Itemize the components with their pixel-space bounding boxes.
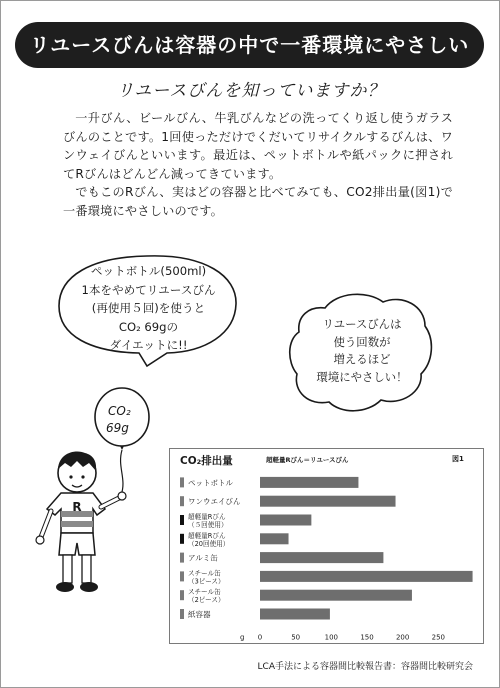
category-marker [180,496,184,506]
bubble-right-text [303,316,421,386]
thought-bubble-right [285,288,435,418]
speech-bubble-left [55,252,239,368]
category-marker [180,477,184,487]
category-label: スチール缶 [188,569,221,578]
bubble-right-line: 環境にやさしい！ [316,369,408,384]
category-label: 超軽量Rびん [188,531,226,540]
shirt-letter: R [72,500,82,514]
bar [260,552,383,563]
category-label: アルミ缶 [188,553,218,563]
bubble-left-line: CO₂ 69gの [118,319,179,334]
chart-legend-note: 超軽量Rびん＝リユースびん [266,456,349,464]
category-label: 超軽量Rびん [188,513,226,521]
boy-with-balloon-illustration [27,387,167,619]
category-marker [180,553,184,563]
x-tick-label: 0 [257,633,263,642]
x-tick-label: 250 [431,633,446,642]
x-tick-label: 50 [291,633,301,642]
category-label: （2ピース） [188,596,225,605]
chart-title: CO₂排出量 [180,455,233,467]
bubble-left-text [71,262,226,355]
chart-plot [170,449,483,643]
bubble-right-line: リユースびんは [322,317,402,331]
balloon-value: 69g [106,421,129,435]
category-label: （20回使用） [188,539,230,548]
bar [260,477,358,488]
bubble-right-line: 増えるほど [333,352,391,367]
x-tick-label: 200 [395,633,410,642]
banner-title: リユースびんは容器の中で一番環境にやさしい [29,33,470,57]
title-banner [15,22,484,68]
bubble-left-line: ダイエットに!! [109,338,188,353]
balloon-label: CO₂ [108,404,131,418]
category-marker [180,571,184,581]
bubble-left-line: (再使用５回)を使うと [91,301,206,316]
category-label: スチール缶 [188,588,221,597]
bar [260,571,473,582]
x-axis-unit: g [240,633,245,642]
category-marker [180,515,184,525]
category-label: 紙容器 [188,610,211,619]
category-label: ワンウエイびん [188,497,241,507]
bar [260,515,311,526]
category-marker [180,534,184,544]
intro-paragraph-2: でもこのRびん、実はどの容器と比べてみても、CO2排出量(図1)で一番環境にやさしいのです。 [63,185,453,218]
bar [260,590,412,601]
bubble-left-line: 1本をやめてリユースびん [81,282,216,297]
x-tick-label: 150 [360,633,374,642]
bar [260,609,330,620]
intro-text [63,109,453,221]
chart-figure-label: 図1 [452,455,464,463]
bubble-left-line: ペットボトル(500ml) [90,264,207,278]
bar [260,533,289,544]
category-marker [180,609,184,619]
co2-chart [169,448,484,644]
category-label: （５回使用） [188,521,228,529]
subheading: リユースびんを知っていますか？ [116,81,386,101]
bar [260,496,396,507]
intro-paragraph-1: 一升びん、ビールびん、牛乳びんなどの洗ってくり返し使うガラスびんのことです。1回使っただけでくだいてリサイクルするびんは、ワンウェイびんといいます。最近は、ペットボトルや紙パックに押されてRびんはどんどん減ってきています。 [63,111,453,181]
category-marker [180,590,184,600]
bubble-right-line: 使う回数が [333,334,391,349]
category-label: （3ピース） [188,577,225,586]
source-footer: LCA手法による容器間比較報告書：容器間比較研究会 [257,662,473,672]
x-tick-label: 100 [324,633,339,642]
category-label: ペットボトル [188,478,233,488]
